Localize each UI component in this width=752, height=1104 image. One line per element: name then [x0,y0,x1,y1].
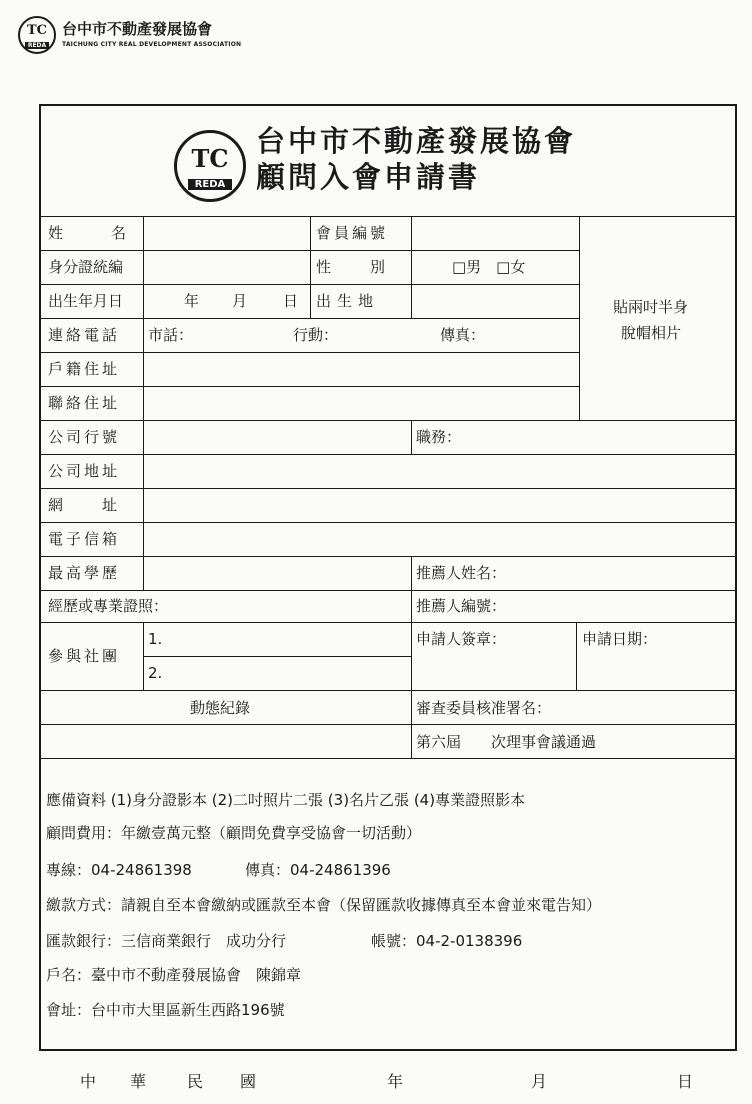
label-recommender-name: 推薦人姓名： [416,564,507,582]
photo-instruction-line2: 脫帽相片 [621,324,682,342]
rule [143,420,144,590]
header-org-name-en: TAICHUNG CITY REAL DEVELOPMENT ASSOCIATION [62,41,242,48]
contact-phone: 專線：04-24861398 [46,861,192,879]
footer-char-hua: 華 [130,1072,147,1091]
title-logo-letters: TC [191,144,229,173]
label-member-no: 會員編號 [316,224,389,242]
label-fax-field: 傳真： [440,326,486,344]
photo-instruction-line1: 貼兩吋半身 [613,298,689,316]
bank-account: 帳號：04-2-0138396 [371,932,523,950]
label-email: 電子信箱 [48,530,121,548]
footer-month: 月 [531,1072,548,1091]
label-education: 最高學歷 [48,564,121,582]
consultant-fee: 顧問費用：年繳壹萬元整（顧問免費享受協會一切活動） [46,824,422,842]
group-item-2: 2. [148,664,163,682]
rule [411,216,412,318]
birth-month-unit: 月 [232,292,248,310]
rule [41,488,735,489]
footer-char-min: 民 [187,1072,204,1091]
rule [41,522,735,523]
rule [143,622,144,690]
account-name: 戶名：臺中市不動產發展協會 陳錦章 [46,966,302,984]
label-groups: 參與社團 [48,647,121,665]
rule [41,454,735,455]
label-birth: 出生年月日 [48,292,124,310]
rule [41,622,735,623]
label-contact-phone: 連絡電話 [48,326,121,344]
label-activity-record: 動態紀錄 [190,699,251,717]
rule [41,590,735,591]
label-apply-date: 申請日期： [582,630,658,648]
birth-year-unit: 年 [184,292,200,310]
group-item-1: 1. [148,630,163,648]
title-logo-band: REDA [188,179,232,190]
remittance-bank: 匯款銀行：三信商業銀行 成功分行 [46,932,287,950]
required-documents: 應備資料 (1)身分證影本 (2)二吋照片二張 (3)名片乙張 (4)專業證照影本 [46,791,526,809]
title-logo [174,130,246,202]
form-title-line2: 顧問入會申請書 [256,160,481,194]
label-id-no: 身分證統編 [48,258,124,276]
association-address: 會址：台中市大里區新生西路196號 [46,1001,285,1019]
header-logo [18,16,56,54]
rule [576,622,577,690]
rule [41,690,735,691]
label-company-address: 公司地址 [48,462,121,480]
label-position: 職務： [416,428,462,446]
rule [411,556,412,758]
label-website: 網 址 [48,496,121,514]
footer-year: 年 [387,1072,404,1091]
rule [41,216,735,217]
form-title-line1: 台中市不動產發展協會 [256,124,577,158]
label-applicant-signature: 申請人簽章： [416,630,507,648]
rule [41,556,735,557]
footer-char-zhong: 中 [80,1072,97,1091]
label-reviewer: 審查委員核准署名： [416,699,552,717]
label-birthplace: 出生地 [316,292,380,310]
gender-options[interactable]: □男 □女 [452,258,526,276]
rule [143,352,144,420]
rule [411,420,412,454]
label-gender: 性 別 [316,258,389,276]
label-name: 姓 名 [48,224,133,242]
label-board-session: 第六屆 次理事會議通過 [416,733,597,751]
label-home-phone: 市話： [148,326,194,344]
label-experience: 經歷或專業證照： [48,597,169,615]
rule [310,216,311,318]
label-registered-address: 戶籍住址 [48,360,121,378]
logo-letters: TC [26,23,48,38]
rule [579,216,580,420]
contact-fax: 傳真：04-24861396 [245,861,391,879]
footer-char-guo: 國 [240,1072,257,1091]
label-company: 公司行號 [48,428,121,446]
birth-day-unit: 日 [283,292,299,310]
rule [143,216,144,352]
rule [41,318,579,319]
label-mailing-address: 聯絡住址 [48,394,121,412]
rule [143,656,411,657]
payment-method: 繳款方式：請親自至本會繳納或匯款至本會（保留匯款收據傳真至本會並來電告知） [46,896,602,914]
rule [41,420,735,421]
header-org-name: 台中市不動產發展協會 [62,20,213,38]
footer-day: 日 [677,1072,694,1091]
label-mobile: 行動： [293,326,339,344]
label-recommender-no: 推薦人編號： [416,597,507,615]
rule [41,758,735,759]
rule [41,352,579,353]
rule [41,724,735,725]
logo-band: REDA [25,42,49,49]
rule [41,386,579,387]
